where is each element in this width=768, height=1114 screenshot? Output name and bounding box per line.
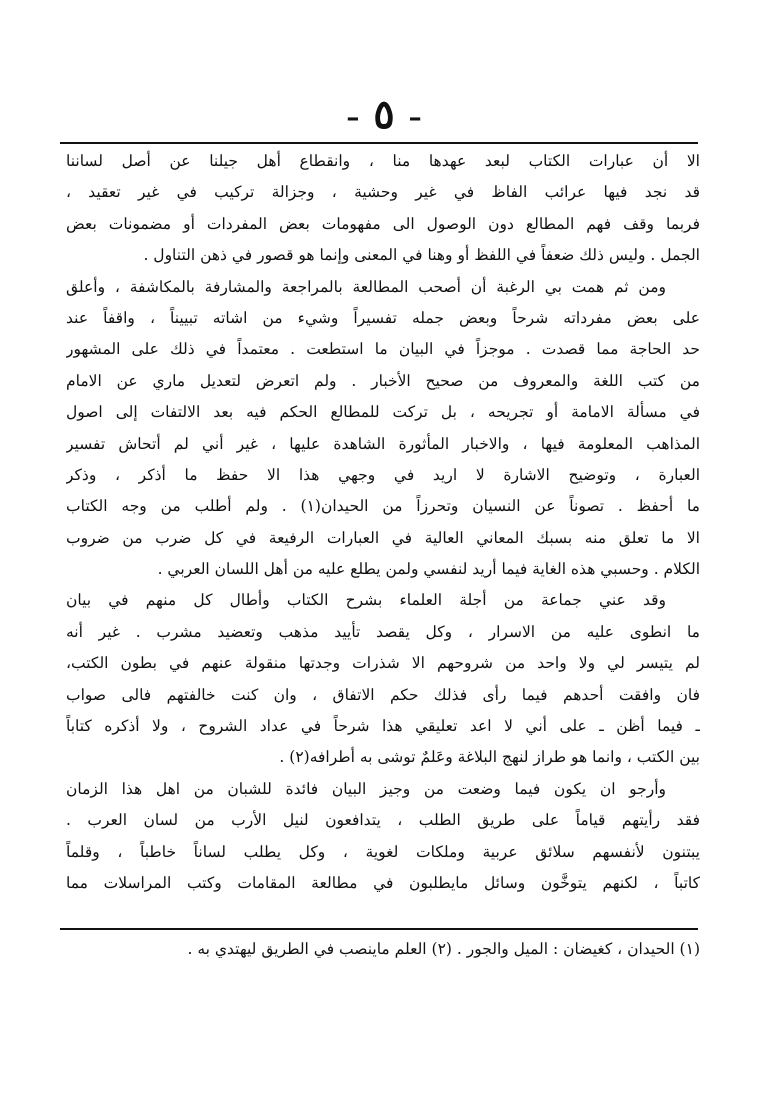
text-line: وأرجو ان يكون فيما وضعت من وجيز البيان فائدة للشبان من اهل هذا الزمان (66, 779, 666, 798)
dash-right: – (346, 103, 360, 133)
dash-left: – (408, 103, 422, 133)
page-number-value: ٥ (373, 91, 395, 138)
text-line: ما أحفظ . تصوناً عن النسيان وتحرزاً من الحيدان(١) . ولم أطلب من وجه الكتاب (66, 497, 700, 516)
text-line: ومن ثم همت بي الرغبة أن أصحب المطالعة بالمراجعة والمشارفة بالمكاشفة ، وأعلق (66, 277, 666, 296)
text-line: يبتنون لأنفسهم سلائق عربية وملكات لغوية ، وكل يطلب لساناً خاطباً ، وقلماً (66, 842, 700, 861)
text-line: وقد عني جماعة من أجلة العلماء بشرح الكتاب وأطال كل منهم في بيان (66, 591, 666, 610)
text-line: ما انطوى عليه من الاسرار ، وكل يقصد تأييد مذهب وتعضيد مشرب . غير أنه (66, 622, 700, 641)
text-line: العبارة ، وتوضيح الاشارة لا اريد في وجهي هذا الا حفظ ما أذكر ، وذكر (66, 465, 700, 484)
text-line: ـ فيما أظن ـ على أني لا اعد تعليقي هذا شرحاً في عداد الشروح ، ولا أذكره كتاباً (66, 717, 700, 736)
header-rule (60, 142, 698, 144)
text-line: فربما وقف فهم المطالع دون الوصول الى مفهومات بعض المفردات أو مضمونات بعض (66, 214, 700, 233)
page-header (0, 92, 768, 140)
text-line: قد نجد فيها عرائب الفاظ في غير وحشية ، وجزالة تركيب في غير تعقيد ، (66, 183, 700, 202)
footnote-rule (60, 928, 698, 930)
footnote: (١) الحيدان ، كغيضان : الميل والجور . (٢) العلم ماينصب في الطريق ليهتدي به . (187, 940, 700, 958)
text-line: بين الكتب ، وانما هو طراز لنهج البلاغة وعَلمٌ توشى به أطرافه(٢) . (279, 748, 700, 767)
text-line: لم يتيسر لي ولا واحد من شروحهم الا شذرات وجدتها منقولة عنهم في بطون الكتب، (66, 654, 700, 673)
text-line: الا أن عبارات الكتاب لبعد عهدها منا ، وانقطاع أهل جيلنا عن أصل لساننا (66, 152, 700, 170)
text-line: الكلام . وحسبي هذه الغاية فيما أريد لنفسي ولمن يطلع عليه من أهل اللسان العربي . (157, 560, 700, 579)
text-line: فان وافقت أحدهم فيما رأى فذلك حكم الاتفاق ، وان كنت خالفتهم فالى صواب (66, 685, 700, 704)
text-line: في مسألة الامامة أو تجريحه ، بل تركت للمطالع الحكم فيه بعد الالتفات إلى اصول (66, 403, 700, 422)
text-line: الجمل . وليس ذلك ضعفاً في اللفظ أو وهنا في المعنى وإنما هو قصور في ذهن التناول . (143, 246, 700, 265)
text-line: المذاهب المعلومة فيها ، والاخبار المأثورة الشاهدة عليها ، غير أني لم أتحاش تفسير (66, 434, 700, 453)
text-line: الا ما تعلق منه بسبك المعاني العالية في العبارات الرفيعة في كل ضرب من ضروب (66, 528, 700, 547)
text-line: من كتب اللغة والمعروف من صحيح الأخبار . ولم اتعرض لتعديل ماري عن الامام (66, 371, 700, 390)
page-number (340, 92, 428, 141)
text-line: على بعض مفرداته شرحاً وبعض جمله تفسيراً وشيء من اشاته تبييناً ، واقفاً عند (66, 308, 700, 327)
text-line: حد الحاجة مما قصدت . موجزاً في البيان ما استطعت . معتمداً في ذلك على المشهور (66, 340, 700, 359)
text-line: فقد رأيتهم قياماً على طريق الطلب ، يتدافعون لنيل الأرب من لسان العرب . (66, 811, 700, 830)
body-text (66, 146, 700, 899)
text-line: كاتباً ، لكنهم يتوخَّون وسائل مايطلبون في مطالعة المقامات وكتب المراسلات مما (66, 873, 700, 892)
